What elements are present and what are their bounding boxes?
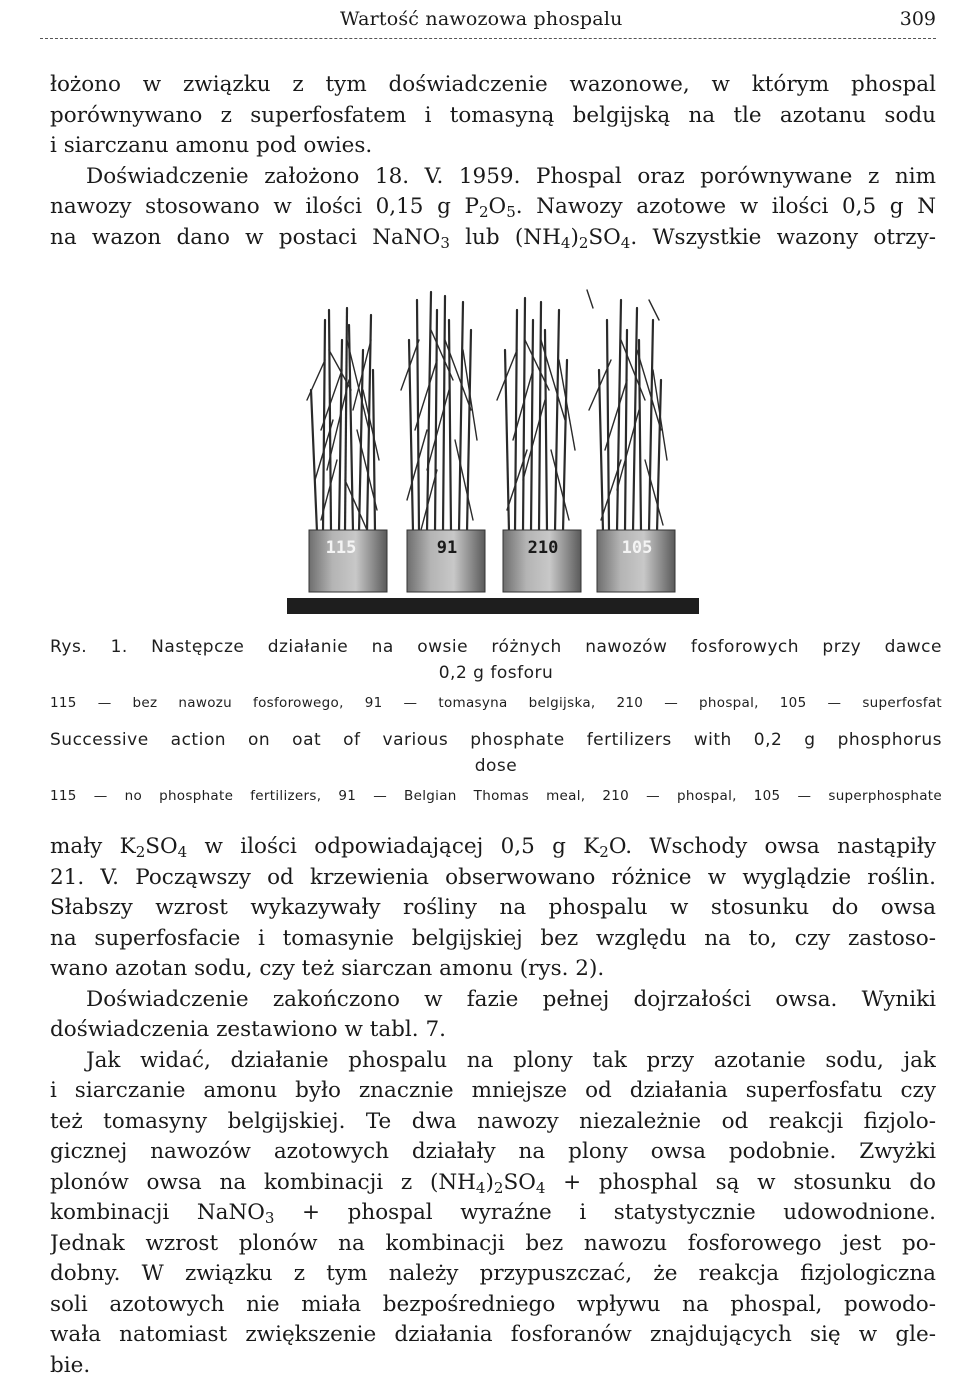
pot-label: 210	[527, 538, 559, 558]
pot-label: 105	[621, 538, 653, 558]
text-line: na superfosfacie i tomasynie belgijskiej bez względu na to, czy zastoso-	[50, 925, 936, 951]
text-line: łożono w związku z tym doświadczenie wazonowe, w którym phospal	[50, 72, 936, 97]
caption-legend: 115 — no phosphate fertilizers, 91 — Belgian Thomas meal, 210 — phospal, 105 — superphosphate	[50, 788, 942, 804]
text-line: Słabszy wzrost wykazywały rośliny na phospalu w stosunku do owsa	[50, 895, 936, 920]
text-line: porównywano z superfosfatem i tomasyną belgijską na tle azotanu sodu	[50, 102, 936, 128]
text-line: Doświadczenie zakończono w fazie pełnej dojrzałości owsa. Wyniki	[86, 986, 936, 1012]
text-line: soli azotowych nie miała bezpośredniego wpływu na phospal, powodo-	[50, 1291, 936, 1317]
text-line: dobny. W związku z tym należy przypuszczać, że reakcja fizjologiczna	[50, 1261, 936, 1286]
text-line: wała natomiast zwiększenie działania fosforanów znajdujących się w gle-	[50, 1322, 936, 1347]
text-line: i siarczanu amonu pod owies.	[50, 133, 373, 158]
caption-line: Rys. 1. Następcze działanie na owsie różnych nawozów fosforowych przy dawce	[50, 637, 942, 657]
text-line: doświadczenia zestawiono w tabl. 7.	[50, 1017, 446, 1042]
caption-line: dose	[474, 756, 518, 776]
pot-label: 115	[325, 538, 357, 558]
figure-oat-pots-photo	[287, 280, 699, 616]
text-line: mały $K_2SO_4$ w ilości odpowiadającej 0,5 g $K_2O$. Wschody owsa nastąpiły	[50, 834, 936, 861]
header-rule	[40, 38, 936, 39]
caption-polish	[50, 634, 942, 714]
text-line: na wazon dano w postaci NaNO$_3$ lub $(NH_4)_2SO_4$. Wszystkie wazony otrzy-	[50, 224, 936, 252]
text-line: gicznej nawozów azotowych działały na plony owsa podobnie. Zwyżki	[50, 1139, 936, 1164]
page-number: 309	[899, 8, 936, 30]
text-line: nawozy stosowano w ilości 0,15 g $P_2O_5$. Nawozy azotowe w ilości 0,5 g N	[50, 194, 936, 221]
text-line: Jak widać, działanie phospalu na plony tak przy azotanie sodu, jak	[86, 1047, 936, 1073]
pot-label: 91	[436, 538, 458, 558]
caption-english	[50, 727, 942, 807]
paragraph-top	[50, 70, 936, 253]
text-line: Jednak wzrost plonów na kombinacji bez nawozu fosforowego jest po-	[50, 1230, 936, 1256]
running-head	[40, 8, 936, 34]
oat-pots-illustration	[287, 280, 699, 616]
running-title: Wartość nawozowa phospalu	[340, 8, 623, 30]
text-line: kombinacji NaNO$_3$ + phospal wyraźne i statystycznie udowodnione.	[50, 1200, 936, 1227]
text-line: Doświadczenie założono 18. V. 1959. Phospal oraz porównywane z nim	[86, 163, 936, 189]
caption-line: 0,2 g fosforu	[438, 663, 554, 683]
text-line: wano azotan sodu, czy też siarczan amonu (rys. 2).	[50, 956, 605, 981]
caption-legend: 115 — bez nawozu fosforowego, 91 — tomasyna belgijska, 210 — phospal, 105 — superfosfat	[50, 695, 942, 711]
text-line: bie.	[50, 1352, 91, 1378]
text-line: 21. V. Począwszy od krzewienia obserwowano różnice w wyglądzie roślin.	[50, 864, 936, 890]
text-line: plonów owsa na kombinacji z $(NH_4)_2SO_4$ + phosphal są w stosunku do	[50, 1169, 936, 1197]
text-line: też tomasyny belgijskiej. Te dwa nawozy niezależnie od reakcji fizjolo-	[50, 1108, 936, 1134]
text-line: i siarczanie amonu było znacznie mniejsze od działania superfosfatu czy	[50, 1078, 936, 1103]
caption-line: Successive action on oat of various phosphate fertilizers with 0,2 g phosphorus	[50, 730, 942, 750]
paragraph-bottom	[50, 832, 936, 1381]
